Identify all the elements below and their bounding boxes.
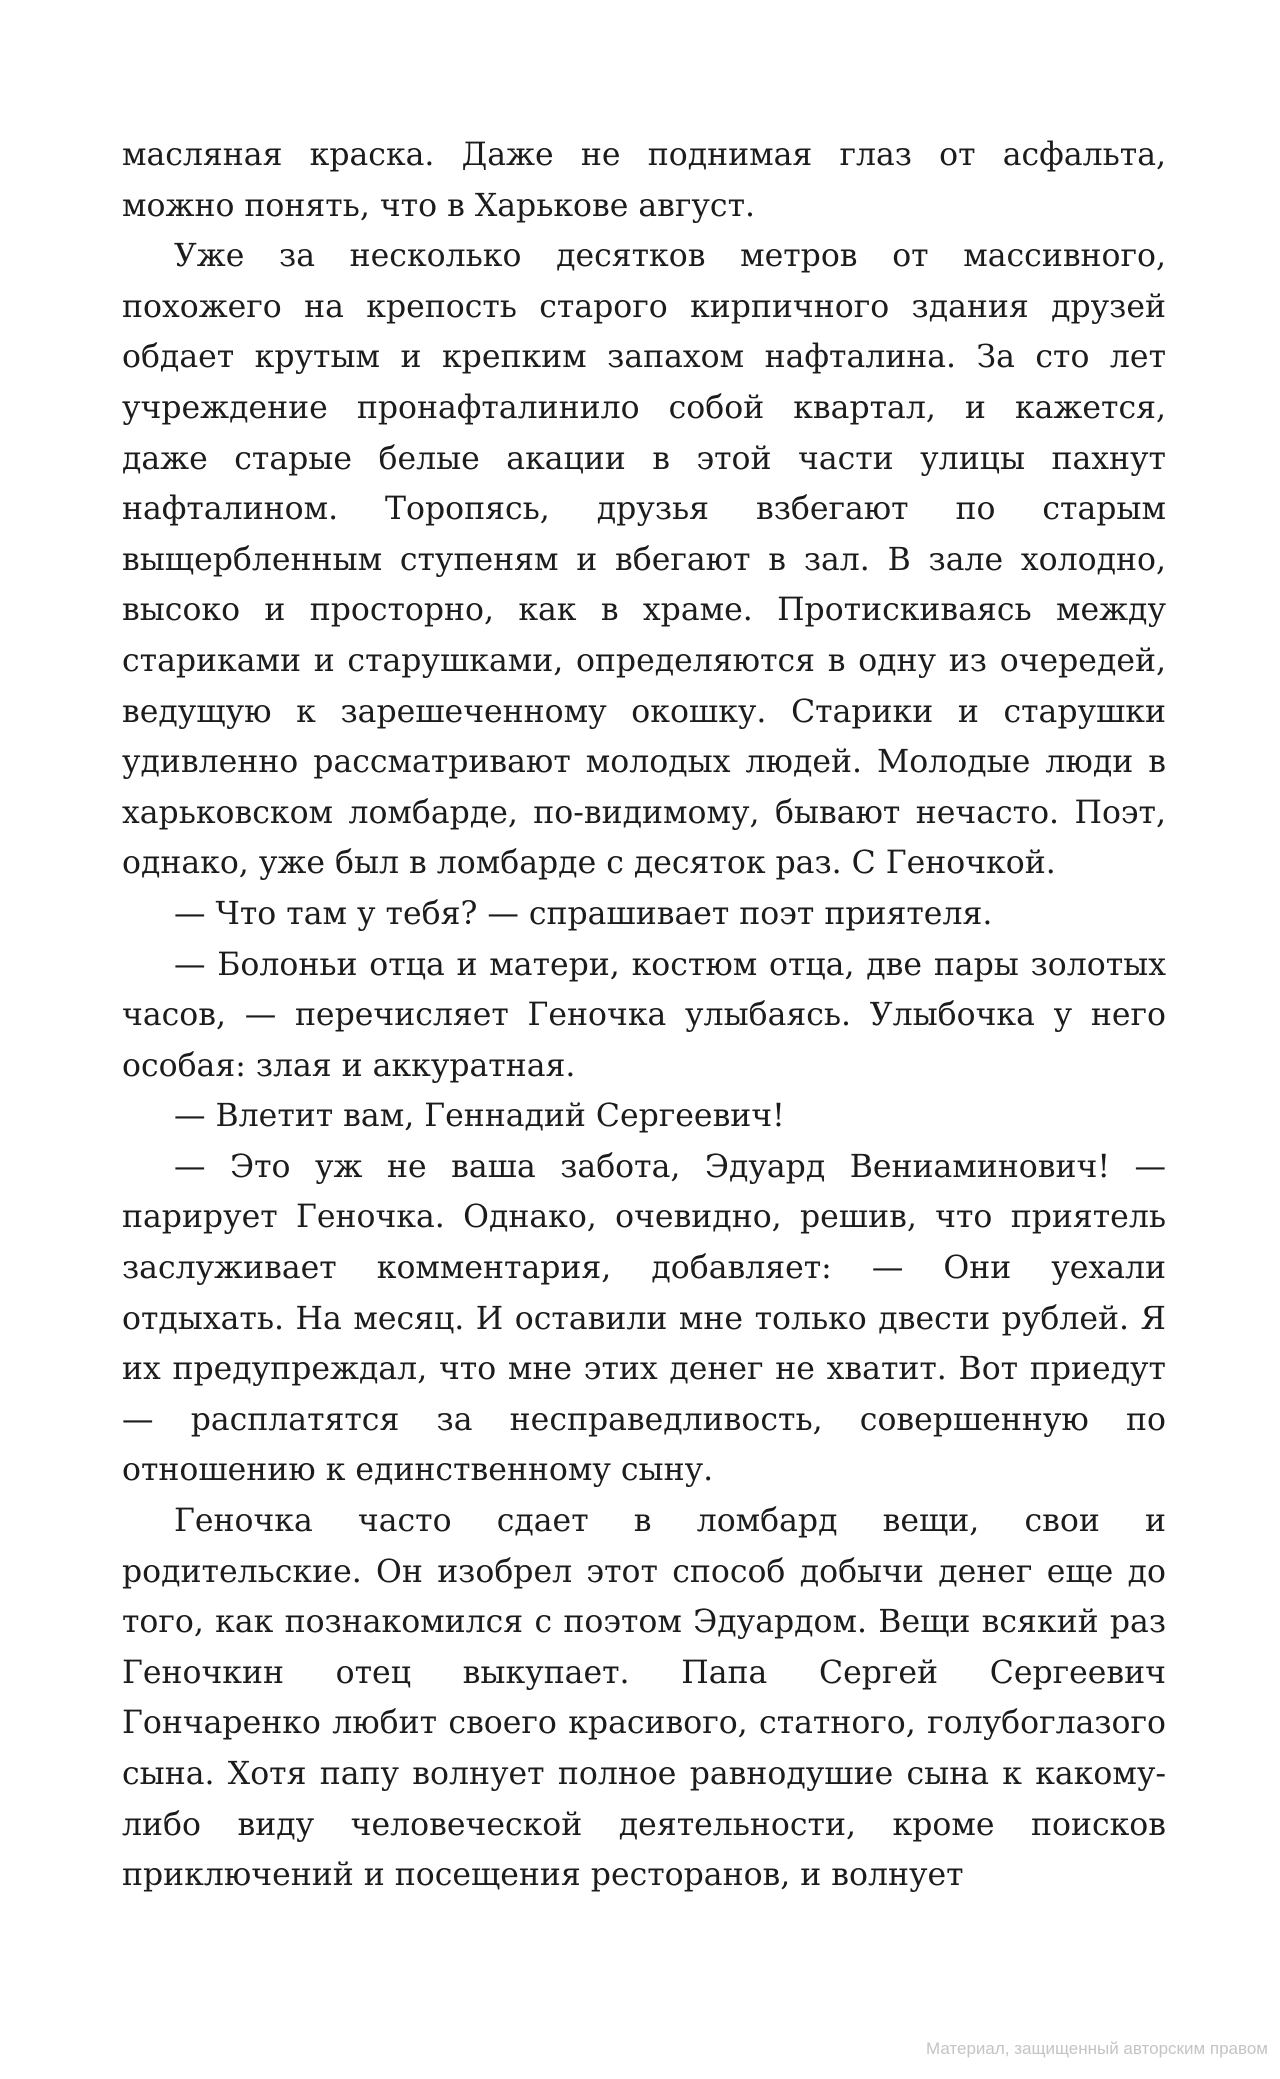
dialogue-line: — Влетит вам, Геннадий Сергеевич! [174,1098,785,1135]
book-page [122,130,1166,1901]
paragraph-pawnshop: Уже за несколько десятков метров от массивного, похожего на крепость старого кирпичного здания друзей обдает крутым и крепким запахом нафталина. За сто лет учреждение пронафталинило собой квартал, и кажется, даже старые белые акации в этой части улицы пахнут нафталином. Торопясь, друзья взбегают по старым выщербленным ступеням и вбегают в зал. В зале холодно, высоко и просторно, как в храме. Протискиваясь между стариками и старушками, определяются в одну из очередей, ведущую к зарешеченному окошку. Старики и старушки удивленно рассматривают молодых людей. Молодые люди в харьковском ломбарде, по-видимому, бывают нечасто. Поэт, однако, уже был в ломбарде с десяток раз. С Геночкой. [122,238,1166,882]
dialogue-line: — Это уж не ваша забота, Эдуард Вениаминович! — парирует Геночка. Однако, очевидно, решив, что приятель заслуживает комментария, добавляет: — Они уехали отдыхать. На месяц. И оставили мне только двести рублей. Я их предупреждал, что мне этих денег не хватит. Вот приедут — расплатятся за несправедливость, совершенную по отношению к единственному сыну. [122,1148,1166,1489]
paragraph-continuation: масляная краска. Даже не поднимая глаз от асфальта, можно понять, что в Харькове август. [122,137,1166,224]
copyright-watermark: Материал, защищенный авторским правом [925,2039,1268,2058]
dialogue-line: — Болоньи отца и матери, костюм отца, две пары золотых часов, — перечисляет Геночка улыбаясь. Улыбочка у него особая: злая и аккуратная. [122,946,1166,1084]
dialogue-line: — Что там у тебя? — спрашивает поэт приятеля. [174,895,993,932]
paragraph-genochka: Геночка часто сдает в ломбард вещи, свои и родительские. Он изобрел этот способ добычи денег еще до того, как познакомился с поэтом Эдуардом. Вещи всякий раз Геночкин отец выкупает. Папа Сергей Сергеевич Гончаренко любит своего красивого, статного, голубоглазого сына. Хотя папу волнует полное равнодушие сына к какому-либо виду человеческой деятельности, кроме поисков приключений и посещения ресторанов, и волнует [122,1503,1166,1894]
